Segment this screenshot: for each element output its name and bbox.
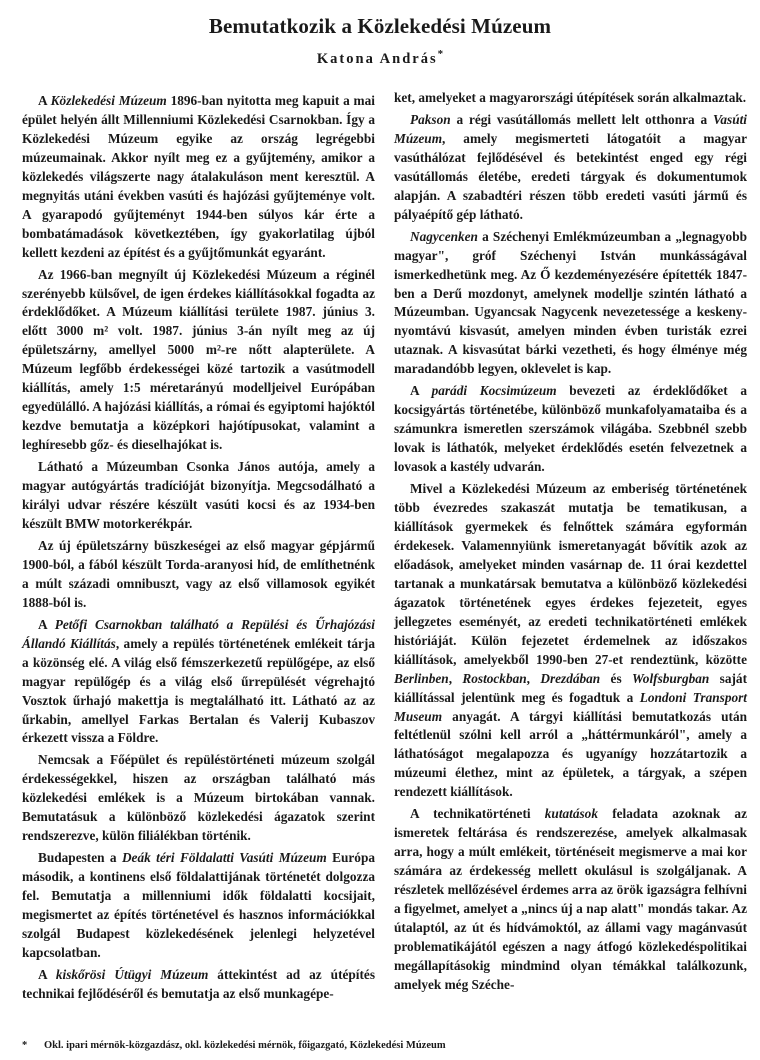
italic-run: Közlekedési Múzeum — [50, 93, 167, 108]
text-run: , amely a repülés történetének emlékeit tárja a közönség elé. A világ első fémszerkezetű repülőgépe, az első magyar repülőgép és a világ első űrrepülését végrehajtó Vosztok űrhajó makettja is megtalálható itt. Látható az az űrkabin, amellyel Farkas Bertalan és Valerij Kubaszov érkezett vissza a Földre. — [22, 635, 376, 746]
text-run: a Széchenyi Emlékmúzeumban a „legnagyobb magyar", gróf Széchenyi István munkásságával ismerkedhetünk meg. Az Ő kezdeményezésére építették 1847-ben a Derű mozdonyt, amelynek modellje szintén látható a Múzeumban. Ugyancsak Nagycenk nevezetessége a keskeny-nyomtávú kisvasút, amelyen minden évben turisták ezrei utaznak. A kisvasútat bárki vezetheti, és hogy élménye még maradandóbb legyen, oklevelet is kap. — [394, 228, 747, 377]
italic-run: Pakson — [410, 111, 451, 127]
paragraph: Az 1966-ban megnyílt új Közlekedési Múzeum a réginél szerényebb külsővel, de igen érdekes kiállításokkal fogadta az érdeklődőket. A Múzeum kiállítási területe 1987. június 3. előtt 3000 m² volt. 1987. június 3-án nyílt meg az új épületszárny, amellyel 5000 m²-re nőtt alapterülete. A Múzeum legfőbb érdekességei közé tartozik a vasútmodell kiállítás, amely 1:5 méretarányú modelljeivel Európában egyedülálló. A hajózási kiállítás, a római és egyiptomi hajóktól kezdve bemutatja a középkori hajótípusokat, valamint a leghíresebb gőz- és dieselhajókat is. — [22, 266, 375, 453]
text-run: A — [38, 966, 56, 982]
italic-run: Londoni Transport Museum — [394, 689, 747, 724]
right-column — [394, 89, 747, 998]
text-run: áttekintést ad az útépítés technikai fejlődéséről és bemutatja az első munkagépe- — [22, 966, 375, 1001]
author-line — [0, 48, 760, 68]
paragraph — [22, 966, 375, 1004]
italic-run: Deák téri Földalatti Vasúti Múzeum — [121, 850, 327, 866]
paragraph: Látható a Múzeumban Csonka János autója, amely a magyar autógyártás tradícióját bizonyítja. Megcsodálható a királyi udvar részére készült vasúti kocsi és az 1934-ben készült BMW motorkerékpár. — [22, 459, 375, 531]
text-run: 1896-ban nyitotta meg kapuit a mai épület helyén állt Millenniumi Közlekedési Csarnokban. Így a Közlekedési Múzeum egyike az ország legrégebbi múzeumainak. Akkor nyílt meg ez a gyűjtemény, amikor a közlekedés világszerte nagy átalakuláson ment keresztül. A megnyitás utáni években vasúti és hajózási gyűjteménye volt. A gyarapodó gyűjteményt 1944-ben súlyos kár érte a bombatámadások következtében, így gyakorlatilag újból kellett kezdeni az építést és a gyűjtőmunkát egyaránt. — [22, 93, 375, 260]
text-run: Budapesten a — [38, 850, 122, 866]
text-run: , — [526, 670, 541, 686]
italic-run: Berlinben — [394, 670, 449, 686]
italic-run: Nagycenken — [410, 228, 478, 244]
italic-run: Rostockban — [462, 670, 527, 686]
author-footnote-mark: * — [437, 48, 444, 60]
paragraph: Nemcsak a Főépület és repüléstörténeti múzeum szolgál érdekességekkel, hiszen az országban található más közlekedési emlékek is a Múzeum birtokában vannak. Bemutatásuk a különböző közlekedési ágazatok szerint rendszerezve, külön filiálékban történik. — [22, 752, 375, 844]
text-run: , amely megismerteti látogatóit a magyar vasúthálózat fejlődésével és betekintést enged egy régi vasútállomás életébe, eredeti tárgyak és dokumentumok alapján. A szabadtéri részen több eredeti vasúti jármű és pályaépítő gép látható. — [394, 130, 747, 222]
italic-run: Vasúti Múzeum — [394, 111, 747, 146]
paragraph-continuation: ket, amelyeket a magyarországi útépítések során alkalmaztak. — [394, 90, 747, 105]
text-run: , — [448, 670, 463, 686]
footnote — [22, 1040, 742, 1051]
text-run: Mivel a Közlekedési Múzeum az emberiség történetének több évezredes szakaszát mutatja be tematikusan, a kiállítások gyermekek és felnőttek számára egyformán érdekesek. Valamennyiünk ismeretanyagát bővítik azok az előadások, amelyeket minden vasárnap de. 11 órai kezdettel tartanak a munkatársak bemutatva a különböző közlekedési ágazatok történetének egyes érdekes fejezeteit, egyes jellegzetes eseményét, az eredeti technikatörténeti emlékek históriáját. Külön fejezetet érdemelnek az időszakos kiállítások, amelyekből 1990-ben 27-et rendeztünk, közötte — [394, 481, 747, 667]
author-name: Katona András — [316, 50, 438, 67]
text-run: bevezeti az érdeklődőket a kocsigyártás történetébe, különböző munkafolyamataiba és a számunkra ismeretlen szerszámok világába. Szebbnél szebb lovak is láthatók, melyeket érdeklődés esetén felvezetnek a lovasok a kastély udvarán. — [394, 383, 747, 475]
text-run: saját kiállítással jelentünk meg és fogadtuk a — [394, 670, 747, 705]
text-run: A — [38, 616, 55, 632]
paragraph — [22, 849, 375, 963]
italic-run: kiskőrösi Útügyi Múzeum — [55, 966, 209, 982]
text-run: Európa második, a kontinens első földalattijának történetét dolgozza fel. Bemutatja a millenniumi idők földalatti kocsijait, megismertet az építés történetével és hasznos információkkal szolgál Budapest közlekedésének jelenlegi helyzetével kapcsolatban. — [22, 850, 375, 960]
paragraph — [394, 805, 747, 995]
paragraph — [394, 228, 747, 380]
text-run: feladata azoknak az ismeretek feltárása és rendszerezése, amelyek alkalmasak arra, hogy a múlt emlékeit, történéseit megismerve a mai kor számára az érdekesség mellett okulásul is szolgáljanak. A részletek mellőzésével érdemes arra az örök igazságra felhívni a figyelmet, amelyet a „nincs új a nap alatt" mondás takar. Az útalaptól, az út és hídvámoktól, az állami vagy magánvasút problematikájától egészen a nagy átfogó közlekedéspolitikai megállapításokig mindmind olyan témákkal találkozunk, amelyek még Széche- — [394, 806, 747, 992]
left-column — [22, 92, 375, 1007]
text-run: és — [600, 670, 632, 686]
italic-run: Drezdában — [540, 670, 601, 686]
text-run: a régi vasútállomás mellett lelt otthonra a — [450, 111, 713, 127]
footnote-mark: * — [22, 1040, 28, 1051]
italic-run: Wolfsburgban — [631, 670, 710, 686]
text-run: A — [410, 383, 432, 399]
text-run: anyagát. A tárgyi kiállítási bemutatkozás után feltétlenül szólni kell arról a „háttérmunkáról", amely a láthatóságot megalapozza és ugyanígy hozzátartozik a múzeumi élethez, mint az épületek, a tárgyak, a szépen rendezett kiállítások. — [394, 708, 747, 800]
paragraph — [22, 92, 375, 263]
footnote-text: Okl. ipari mérnök-közgazdász, okl. közlekedési mérnök, főigazgató, Közlekedési Múzeum — [44, 1040, 446, 1051]
article-title: Bemutatkozik a Közlekedési Múzeum — [208, 14, 552, 38]
paragraph — [22, 616, 375, 749]
paragraph: Az új épületszárny büszkeségei az első magyar gépjármű 1900-ból, a fából készült Torda-aranyosi híd, de említhetnénk a múlt századi omnibuszt, vagy az első villamosok egyikét 1888-ból is. — [22, 537, 375, 610]
paragraph — [394, 480, 747, 802]
italic-run: parádi Kocsimúzeum — [431, 383, 557, 399]
paragraph — [394, 382, 747, 477]
text-run: A — [38, 93, 51, 108]
paragraph — [394, 111, 747, 225]
italic-run: kutatások — [544, 806, 598, 822]
italic-run: Petőfi Csarnokban található a Repülési és Űrhajózási Állandó Kiállítás — [22, 616, 376, 651]
text-run: A technikatörténeti — [410, 806, 545, 822]
